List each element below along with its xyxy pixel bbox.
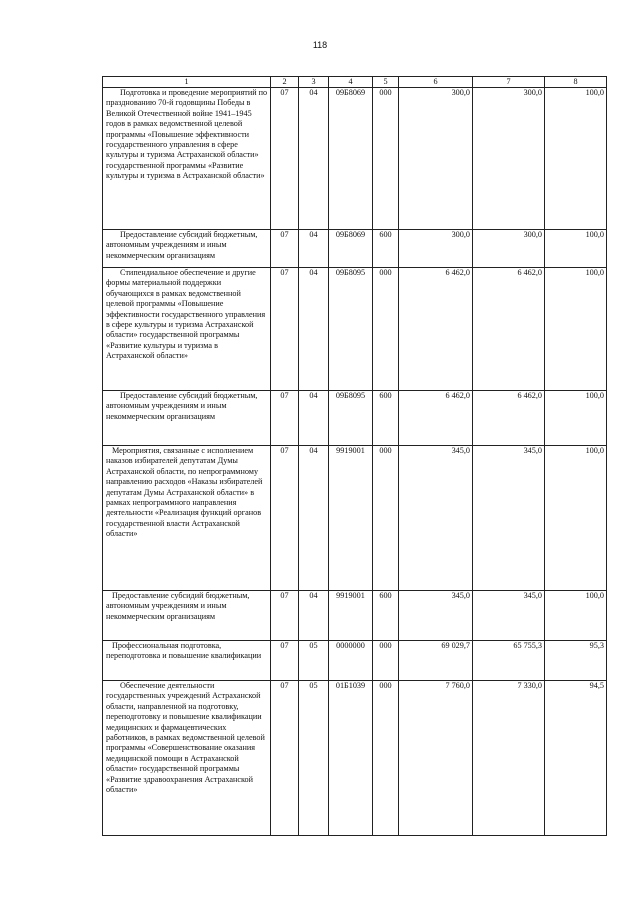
row-name: Мероприятия, связанные с исполнением наказов избирателей депутатам Думы Астраханской области, по непрограммному направлению расходов «Наказы избирателей депутатам Думы Астраханской области» в рамках непрограммного направления деятельности «Реализация функций органов государственной власти Астраханской области» <box>106 446 263 539</box>
row-name: Обеспечение деятельности государственных учреждений Астраханской области, направленной на подготовку, переподготовку и повышение квалификации медицинских и фармацевтических работников, в рамках ведомственной целевой программы «Совершенствование оказания медицинской помощи в Астраханской области» государственной программы «Развитие здравоохранения Астраханской области» <box>106 681 265 795</box>
table-row <box>103 391 607 446</box>
actual-value-cell: 65 755,3 <box>473 641 545 681</box>
table-row <box>103 268 607 391</box>
row-name: Подготовка и проведение мероприятий по празднованию 70-й годовщины Победы в Великой Отечественной войне 1941–1945 годов в рамках ведомственной целевой программы «Повышение эффективности государственного управления в сфере культуры и туризма Астраханской области» государственной программы «Развитие культуры и туризма в Астраханской области» <box>106 88 268 181</box>
subsection-cell: 05 <box>299 681 329 836</box>
section-cell: 07 <box>271 446 299 591</box>
section-cell: 07 <box>271 230 299 268</box>
actual-value-cell: 300,0 <box>473 88 545 230</box>
plan-value-cell: 300,0 <box>399 88 473 230</box>
percent-cell: 95,3 <box>545 641 607 681</box>
row-name-cell <box>103 391 271 446</box>
section-cell: 07 <box>271 268 299 391</box>
expense-type-cell: 000 <box>373 268 399 391</box>
row-name: Предоставление субсидий бюджетным, автономным учреждениям и иным некоммерческим организациям <box>106 391 258 421</box>
target-article-cell: 09Б8095 <box>329 391 373 446</box>
row-name-cell <box>103 268 271 391</box>
subsection-cell: 04 <box>299 591 329 641</box>
row-name: Стипендиальное обеспечение и другие формы материальной поддержки обучающихся в рамках ведомственной целевой программы «Повышение эффективности государственного управления в сфере культуры и туризма Астраханской области» государственной программы «Развитие культуры и туризма в Астраханской области» <box>106 268 266 361</box>
expense-type-cell: 000 <box>373 681 399 836</box>
plan-value-cell: 300,0 <box>399 230 473 268</box>
subsection-cell: 04 <box>299 230 329 268</box>
col-header-1: 1 <box>103 77 271 88</box>
row-name-cell <box>103 681 271 836</box>
target-article-cell: 9919001 <box>329 591 373 641</box>
col-header-8: 8 <box>545 77 607 88</box>
target-article-cell: 09Б8069 <box>329 88 373 230</box>
subsection-cell: 04 <box>299 391 329 446</box>
target-article-cell: 0000000 <box>329 641 373 681</box>
percent-cell: 100,0 <box>545 391 607 446</box>
subsection-cell: 04 <box>299 268 329 391</box>
plan-value-cell: 345,0 <box>399 446 473 591</box>
table-row <box>103 641 607 681</box>
header-row <box>103 77 607 88</box>
actual-value-cell: 7 330,0 <box>473 681 545 836</box>
actual-value-cell: 345,0 <box>473 446 545 591</box>
actual-value-cell: 6 462,0 <box>473 391 545 446</box>
actual-value-cell: 345,0 <box>473 591 545 641</box>
row-name-cell <box>103 88 271 230</box>
plan-value-cell: 7 760,0 <box>399 681 473 836</box>
row-name-cell <box>103 641 271 681</box>
expense-type-cell: 000 <box>373 88 399 230</box>
row-name-cell <box>103 591 271 641</box>
table-row <box>103 230 607 268</box>
table-row <box>103 681 607 836</box>
plan-value-cell: 69 029,7 <box>399 641 473 681</box>
col-header-3: 3 <box>299 77 329 88</box>
table-row <box>103 591 607 641</box>
target-article-cell: 9919001 <box>329 446 373 591</box>
expense-type-cell: 600 <box>373 591 399 641</box>
section-cell: 07 <box>271 641 299 681</box>
expense-type-cell: 600 <box>373 230 399 268</box>
section-cell: 07 <box>271 591 299 641</box>
table-row <box>103 446 607 591</box>
col-header-2: 2 <box>271 77 299 88</box>
col-header-6: 6 <box>399 77 473 88</box>
section-cell: 07 <box>271 681 299 836</box>
row-name: Предоставление субсидий бюджетным, автономным учреждениям и иным некоммерческим организациям <box>106 591 250 621</box>
expense-type-cell: 000 <box>373 641 399 681</box>
actual-value-cell: 6 462,0 <box>473 268 545 391</box>
budget-table <box>102 76 607 836</box>
col-header-7: 7 <box>473 77 545 88</box>
table-row <box>103 88 607 230</box>
expense-type-cell: 000 <box>373 446 399 591</box>
page-number: 118 <box>312 40 328 50</box>
percent-cell: 100,0 <box>545 591 607 641</box>
subsection-cell: 05 <box>299 641 329 681</box>
row-name-cell <box>103 230 271 268</box>
expense-type-cell: 600 <box>373 391 399 446</box>
col-header-4: 4 <box>329 77 373 88</box>
row-name: Предоставление субсидий бюджетным, автономным учреждениям и иным некоммерческим организациям <box>106 230 258 260</box>
percent-cell: 100,0 <box>545 230 607 268</box>
plan-value-cell: 345,0 <box>399 591 473 641</box>
subsection-cell: 04 <box>299 88 329 230</box>
target-article-cell: 01Б1039 <box>329 681 373 836</box>
section-cell: 07 <box>271 88 299 230</box>
percent-cell: 100,0 <box>545 446 607 591</box>
actual-value-cell: 300,0 <box>473 230 545 268</box>
row-name-cell <box>103 446 271 591</box>
plan-value-cell: 6 462,0 <box>399 391 473 446</box>
percent-cell: 100,0 <box>545 88 607 230</box>
subsection-cell: 04 <box>299 446 329 591</box>
target-article-cell: 09Б8095 <box>329 268 373 391</box>
col-header-5: 5 <box>373 77 399 88</box>
target-article-cell: 09Б8069 <box>329 230 373 268</box>
percent-cell: 94,5 <box>545 681 607 836</box>
percent-cell: 100,0 <box>545 268 607 391</box>
plan-value-cell: 6 462,0 <box>399 268 473 391</box>
row-name: Профессиональная подготовка, переподготовка и повышение квалификации <box>106 641 262 661</box>
section-cell: 07 <box>271 391 299 446</box>
